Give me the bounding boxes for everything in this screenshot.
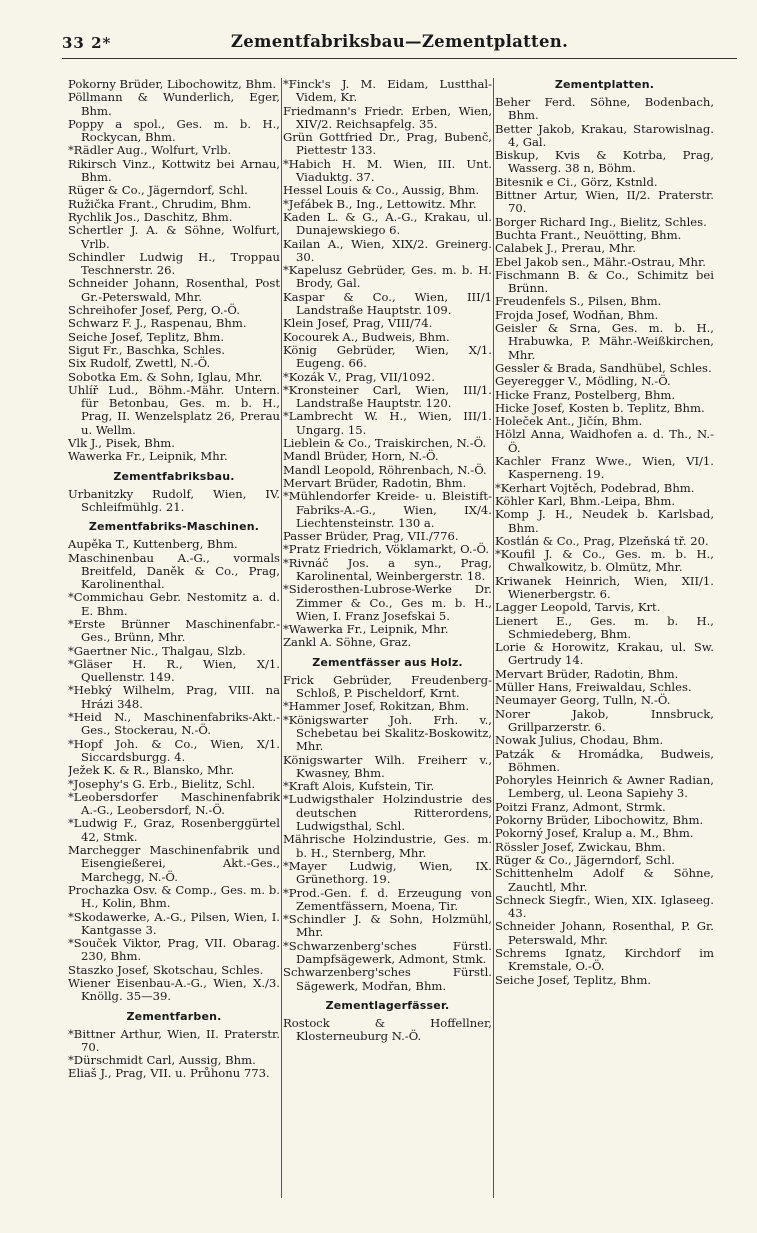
directory-entry: *Josephy's G. Erb., Bielitz, Schl.	[68, 776, 256, 791]
directory-entry: *Hopf Joh. & Co., Wien, X/1. Siccardsburgg. 4.	[68, 736, 280, 764]
directory-entry: *Kapelusz Gebrüder, Ges. m. b. H. Brody, Gal.	[283, 263, 492, 291]
directory-entry: Pöllmann & Wunderlich, Eger, Bhm.	[68, 90, 280, 118]
directory-entry: Prochazka Osv. & Comp., Ges. m. b. H., Kolin, Bhm.	[68, 882, 280, 911]
directory-entry: Patzák & Hromádka, Budweis, Böhmen.	[495, 746, 714, 774]
directory-entry: Eliaš J., Prag, VII. u. Průhonu 773.	[68, 1066, 270, 1081]
directory-entry: *Kronsteiner Carl, Wien, III/1. Landstraße Hauptstr. 120.	[283, 382, 492, 411]
directory-entry: Urbanitzky Rudolf, Wien, IV. Schleifmühlg. 21.	[68, 486, 280, 514]
section-heading: Zementfabriksbau.	[113, 469, 235, 483]
directory-entry: Neumayer Georg, Tulln, N.-Ö.	[495, 693, 671, 708]
directory-entry: Poitzi Franz, Admont, Strmk.	[495, 799, 666, 814]
directory-entry: *Lambrecht W. H., Wien, III/1. Ungarg. 15.	[283, 409, 492, 437]
directory-entry: Schindler Ludwig H., Troppau Teschnerstr. 26.	[68, 249, 280, 278]
directory-entry: Seiche Josef, Teplitz, Bhm.	[68, 329, 225, 344]
directory-entry: Frojda Josef, Wodňan, Bhm.	[495, 307, 659, 322]
directory-entry: Schneck Siegfr., Wien, XIX. Iglaseeg. 43.	[495, 892, 714, 921]
directory-entry: Calabek J., Prerau, Mhr.	[495, 241, 636, 256]
directory-entry: Aupěka T., Kuttenberg, Bhm.	[68, 537, 238, 552]
directory-entry: Hicke Josef, Kosten b. Teplitz, Bhm.	[495, 400, 705, 415]
directory-entry: Biskup, Kvis & Kotrba, Prag, Wasserg. 38 n, Böhm.	[495, 148, 714, 176]
directory-entry: Schertler J. A. & Söhne, Wolfurt, Vrlb.	[68, 223, 280, 251]
directory-entry: Seiche Josef, Teplitz, Bhm.	[495, 972, 652, 987]
directory-entry: Wawerka Fr., Leipnik, Mhr.	[68, 449, 228, 464]
directory-entry: Kocourek A., Budweis, Bhm.	[283, 329, 450, 344]
directory-entry: *Siderosthen-Lubrose-Werke Dr. Zimmer & Co., Ges m. b. H., Wien, I. Franz Josefskai 5.	[283, 582, 492, 623]
directory-entry: Borger Richard Ing., Bielitz, Schles.	[495, 214, 707, 229]
directory-entry: Kailan A., Wien, XIX/2. Greinerg. 30.	[283, 236, 492, 264]
directory-entry: *Königswarter Joh. Frh. v., Schebetau bei Skalitz-Boskowitz, Mhr.	[283, 712, 492, 754]
directory-entry: Vlk J., Pisek, Bhm.	[68, 436, 175, 451]
directory-entry: Fischmann B. & Co., Schimitz bei Brünn.	[495, 267, 714, 296]
directory-entry: *Dürschmidt Carl, Aussig, Bhm.	[68, 1053, 256, 1068]
directory-entry: Grün Gottfried Dr., Prag, Bubenč, Piettestr 133.	[283, 130, 492, 158]
directory-entry: *Schindler J. & Sohn, Holzmühl, Mhr.	[283, 912, 492, 940]
directory-entry: Holeček Ant., Jičín, Bhm.	[495, 414, 643, 429]
section-heading: Zementfarben.	[126, 1009, 222, 1023]
directory-entry: König Gebrüder, Wien, X/1. Eugeng. 66.	[283, 342, 492, 371]
directory-entry: *Hebký Wilhelm, Prag, VIII. na Hrázi 348.	[68, 683, 280, 711]
directory-entry: *Pratz Friedrich, Vöklamarkt, O.-Ö.	[283, 542, 490, 557]
directory-entry: Köhler Karl, Bhm.-Leipa, Bhm.	[495, 493, 676, 508]
column-1	[68, 78, 280, 1218]
directory-entry: Mährische Holzindustrie, Ges. m. b. H., Sternberg, Mhr.	[283, 832, 492, 860]
directory-entry: *Mühlendorfer Kreide- u. Bleistift-Fabriks-A.-G., Wien, IX/4. Liechtensteinstr. 130 a.	[283, 489, 492, 530]
directory-entry: *Heid N., Maschinenfabriks-Akt.-Ges., Stockerau, N.-Ö.	[68, 710, 280, 738]
directory-entry: *Kozák V., Prag, VII/1092.	[283, 369, 435, 384]
directory-entry: *Mayer Ludwig, Wien, IX. Grünethorg. 19.	[283, 858, 492, 887]
directory-entry: *Kraft Alois, Kufstein, Tir.	[283, 779, 435, 794]
directory-entry: Kaden L. & G., A.-G., Krakau, ul. Dunajewskiego 6.	[283, 209, 492, 238]
directory-entry: Komp J. H., Neudek b. Karlsbad, Bhm.	[495, 507, 714, 535]
section-heading: Zementplatten.	[554, 78, 655, 91]
directory-entry: Freudenfels S., Pilsen, Bhm.	[495, 294, 662, 309]
directory-entry: Ježek K. & R., Blansko, Mhr.	[68, 763, 235, 778]
directory-entry: Müller Hans, Freiwaldau, Schles.	[495, 680, 692, 695]
directory-entry: Rüger & Co., Jägerndorf, Schl.	[495, 852, 675, 867]
directory-entry: *Kerhart Vojtěch, Podebrad, Bhm.	[495, 480, 695, 495]
directory-entry: Kachler Franz Wwe., Wien, VI/1. Kasperneng. 19.	[495, 454, 714, 482]
directory-entry: Schreihofer Josef, Perg, O.-Ö.	[68, 303, 240, 318]
directory-entry: Uhlíř Lud., Böhm.-Mähr. Untern. für Betonbau, Ges. m. b. H., Prag, II. Wenzelsplatz 26, Prerau u. Wellm.	[68, 382, 280, 437]
directory-entry: Schrems Ignatz, Kirchdorf im Kremstale, O.-Ö.	[495, 946, 714, 974]
directory-entry: Bitesnik e Ci., Görz, Kstnld.	[495, 174, 658, 189]
directory-entry: *Ludwig F., Graz, Rosenberggürtel 42, Stmk.	[68, 816, 280, 844]
directory-entry: *Gaertner Nic., Thalgau, Slzb.	[68, 643, 246, 658]
directory-entry: *Jefábek B., Ing., Lettowitz. Mhr.	[283, 196, 477, 211]
directory-entry: Rikirsch Vinz., Kottwitz bei Arnau, Bhm.	[68, 156, 280, 185]
directory-entry: Ebel Jakob sen., Mähr.-Ostrau, Mhr.	[495, 254, 706, 269]
directory-entry: Schneider Johann, Rosenthal, P. Gr. Peterswald, Mhr.	[495, 919, 714, 947]
directory-entry: Maschinenbau A.-G., vormals Breitfeld, Daněk & Co., Prag, Karolinenthal.	[68, 550, 280, 592]
directory-entry: Rychlik Jos., Daschitz, Bhm.	[68, 209, 233, 224]
directory-entry: Lagger Leopold, Tarvis, Krt.	[495, 600, 661, 615]
directory-entry: Lienert E., Ges. m. b. H., Schmiedeberg, Bhm.	[495, 613, 714, 641]
directory-entry: Schneider Johann, Rosenthal, Post Gr.-Peterswald, Mhr.	[68, 276, 280, 304]
directory-entry: *Ludwigsthaler Holzindustrie des deutschen Ritterordens, Ludwigsthal, Schl.	[283, 792, 492, 834]
directory-entry: *Rädler Aug., Wolfurt, Vrlb.	[68, 143, 232, 158]
directory-entry: Friedmann's Friedr. Erben, Wien, XIV/2. Reichsapfelg. 35.	[283, 103, 492, 131]
directory-entry: Rostock & Hoffellner, Klosterneuburg N.-Ö.	[283, 1015, 492, 1044]
directory-entry: *Commichau Gebr. Nestomitz a. d. E. Bhm.	[68, 590, 280, 618]
section-heading: Zementfabriks-Maschinen.	[88, 520, 260, 534]
page-number: 33 2*	[62, 34, 112, 52]
running-title: Zementfabriksbau—Zementplatten.	[230, 32, 569, 51]
directory-entry: Klein Josef, Prag, VIII/74.	[283, 316, 433, 331]
directory-entry: Lieblein & Co., Traiskirchen, N.-Ö.	[283, 436, 487, 451]
directory-entry: Wiener Eisenbau-A.-G., Wien, X./3. Knöllg. 35—39.	[68, 976, 280, 1004]
column-3	[495, 78, 714, 1218]
page-header	[62, 28, 737, 58]
directory-entry: *Wawerka Fr., Leipnik, Mhr.	[283, 622, 449, 637]
directory-entry: Rüger & Co., Jägerndorf, Schl.	[68, 183, 248, 198]
directory-entry: Schittenhelm Adolf & Söhne, Zauchtl, Mhr.	[495, 866, 714, 894]
section-heading: Zementlagerfässer.	[325, 998, 450, 1012]
directory-entry: Mervart Brüder, Radotin, Bhm.	[283, 475, 467, 490]
directory-entry: Poppy a spol., Ges. m. b. H., Rockycan, Bhm.	[68, 116, 280, 145]
directory-entry: Bittner Artur, Wien, II/2. Praterstr. 70.	[495, 188, 714, 216]
directory-entry: Six Rudolf, Zwettl, N.-Ö.	[68, 356, 211, 371]
directory-entry: Kriwanek Heinrich, Wien, XII/1. Wienerbergstr. 6.	[495, 573, 714, 601]
directory-entry: Pokorný Josef, Kralup a. M., Bhm.	[495, 826, 694, 841]
directory-entry: *Habich H. M. Wien, III. Unt. Viaduktg. 37.	[283, 156, 492, 185]
directory-entry: Schwarzenberg'sches Fürstl. Sägewerk, Modřan, Bhm.	[283, 965, 492, 993]
directory-entry: Beher Ferd. Söhne, Bodenbach, Bhm.	[495, 95, 714, 123]
directory-entry: Kostlán & Co., Prag, Plzeňská tř. 20.	[495, 533, 709, 548]
directory-entry: Marchegger Maschinenfabrik und Eisengießerei, Akt.-Ges., Marchegg, N.-Ö.	[68, 843, 280, 884]
directory-entry: Sobotka Em. & Sohn, Iglau, Mhr.	[68, 369, 263, 384]
directory-entry: Staszko Josef, Skotschau, Schles.	[68, 962, 264, 977]
directory-entry: Nowak Julius, Chodau, Bhm.	[495, 733, 664, 748]
directory-entry: Frick Gebrüder, Freudenberg-Schloß, P. Pischeldorf, Krnt.	[283, 672, 492, 701]
directory-entry: Rössler Josef, Zwickau, Bhm.	[495, 839, 666, 854]
directory-entry: Schwarz F. J., Raspenau, Bhm.	[68, 316, 247, 331]
directory-entry: Buchta Frant., Neuötting, Bhm.	[495, 227, 682, 242]
directory-entry: Hicke Franz, Postelberg, Bhm.	[495, 387, 676, 402]
directory-entry: *Erste Brünner Maschinenfabr.-Ges., Brünn, Mhr.	[68, 616, 280, 645]
directory-entry: Sigut Fr., Baschka, Schles.	[68, 342, 226, 357]
header-rule	[62, 58, 737, 59]
directory-entry: Better Jakob, Krakau, Starowislnag. 4, Gal.	[495, 121, 714, 149]
section-heading: Zementfässer aus Holz.	[312, 655, 463, 669]
directory-entry: Lorie & Horowitz, Krakau, ul. Sw. Gertrudy 14.	[495, 640, 714, 668]
directory-entry: *Prod.-Gen. f. d. Erzeugung von Zementfässern, Moena, Tir.	[283, 885, 492, 913]
column-2	[283, 78, 492, 1218]
directory-entry: Norer Jakob, Innsbruck, Grillparzerstr. 6.	[495, 706, 714, 734]
directory-entry: Hessel Louis & Co., Aussig, Bhm.	[283, 183, 480, 198]
directory-entry: Königswarter Wilh. Freiherr v., Kwasney, Bhm.	[283, 752, 492, 780]
directory-entry: *Hammer Josef, Rokitzan, Bhm.	[283, 699, 470, 714]
directory-entry: Hölzl Anna, Waidhofen a. d. Th., N.-Ö.	[495, 427, 714, 455]
directory-entry: Ružička Frant., Chrudim, Bhm.	[68, 196, 252, 211]
directory-entry: Mervart Brüder, Radotin, Bhm.	[495, 666, 679, 681]
directory-entry: Geisler & Srna, Ges. m. b. H., Hrabuwka, P. Mähr.-Weißkirchen, Mhr.	[495, 321, 714, 362]
directory-entry: Pokorny Brüder, Libochowitz, Bhm.	[495, 813, 704, 828]
directory-entry: *Leobersdorfer Maschinenfabrik A.-G., Leobersdorf, N.-Ö.	[68, 789, 280, 818]
directory-entry: Mandl Leopold, Röhrenbach, N.-Ö.	[283, 462, 487, 477]
columns-container	[0, 78, 757, 1218]
directory-entry: Pokorny Brüder, Libochowitz, Bhm.	[68, 78, 277, 91]
directory-entry: *Rivnáč Jos. a syn., Prag, Karolinental, Weinbergerstr. 18.	[283, 555, 492, 583]
directory-entry: Zankl A. Söhne, Graz.	[283, 635, 412, 650]
directory-entry: Pohoryles Heinrich & Awner Radian, Lemberg, ul. Leona Sapiehy 3.	[495, 773, 714, 801]
directory-entry: *Schwarzenberg'sches Fürstl. Dampfsägewerk, Admont, Stmk.	[283, 938, 492, 966]
directory-entry: *Finck's J. M. Eidam, Lustthal-Videm, Kr.	[283, 78, 492, 105]
directory-entry: *Skodawerke, A.-G., Pilsen, Wien, I. Kantgasse 3.	[68, 909, 280, 937]
directory-entry: *Souček Viktor, Prag, VII. Obarag. 230, Bhm.	[68, 936, 280, 964]
directory-entry: Passer Brüder, Prag, VII./776.	[283, 529, 459, 544]
directory-entry: *Gläser H. R., Wien, X/1. Quellenstr. 149.	[68, 656, 280, 685]
directory-entry: Geyeregger V., Mödling, N.-Ö.	[495, 374, 671, 389]
directory-entry: Gessler & Brada, Sandhübel, Schles.	[495, 360, 712, 375]
directory-entry: Mandl Brüder, Horn, N.-Ö.	[283, 449, 439, 464]
directory-entry: Kaspar & Co., Wien, III/1 Landstraße Hauptstr. 109.	[283, 289, 492, 318]
directory-entry: *Koufil J. & Co., Ges. m. b. H., Chwalkowitz, b. Olmütz, Mhr.	[495, 547, 714, 575]
directory-entry: *Bittner Arthur, Wien, II. Praterstr. 70.	[68, 1026, 280, 1054]
